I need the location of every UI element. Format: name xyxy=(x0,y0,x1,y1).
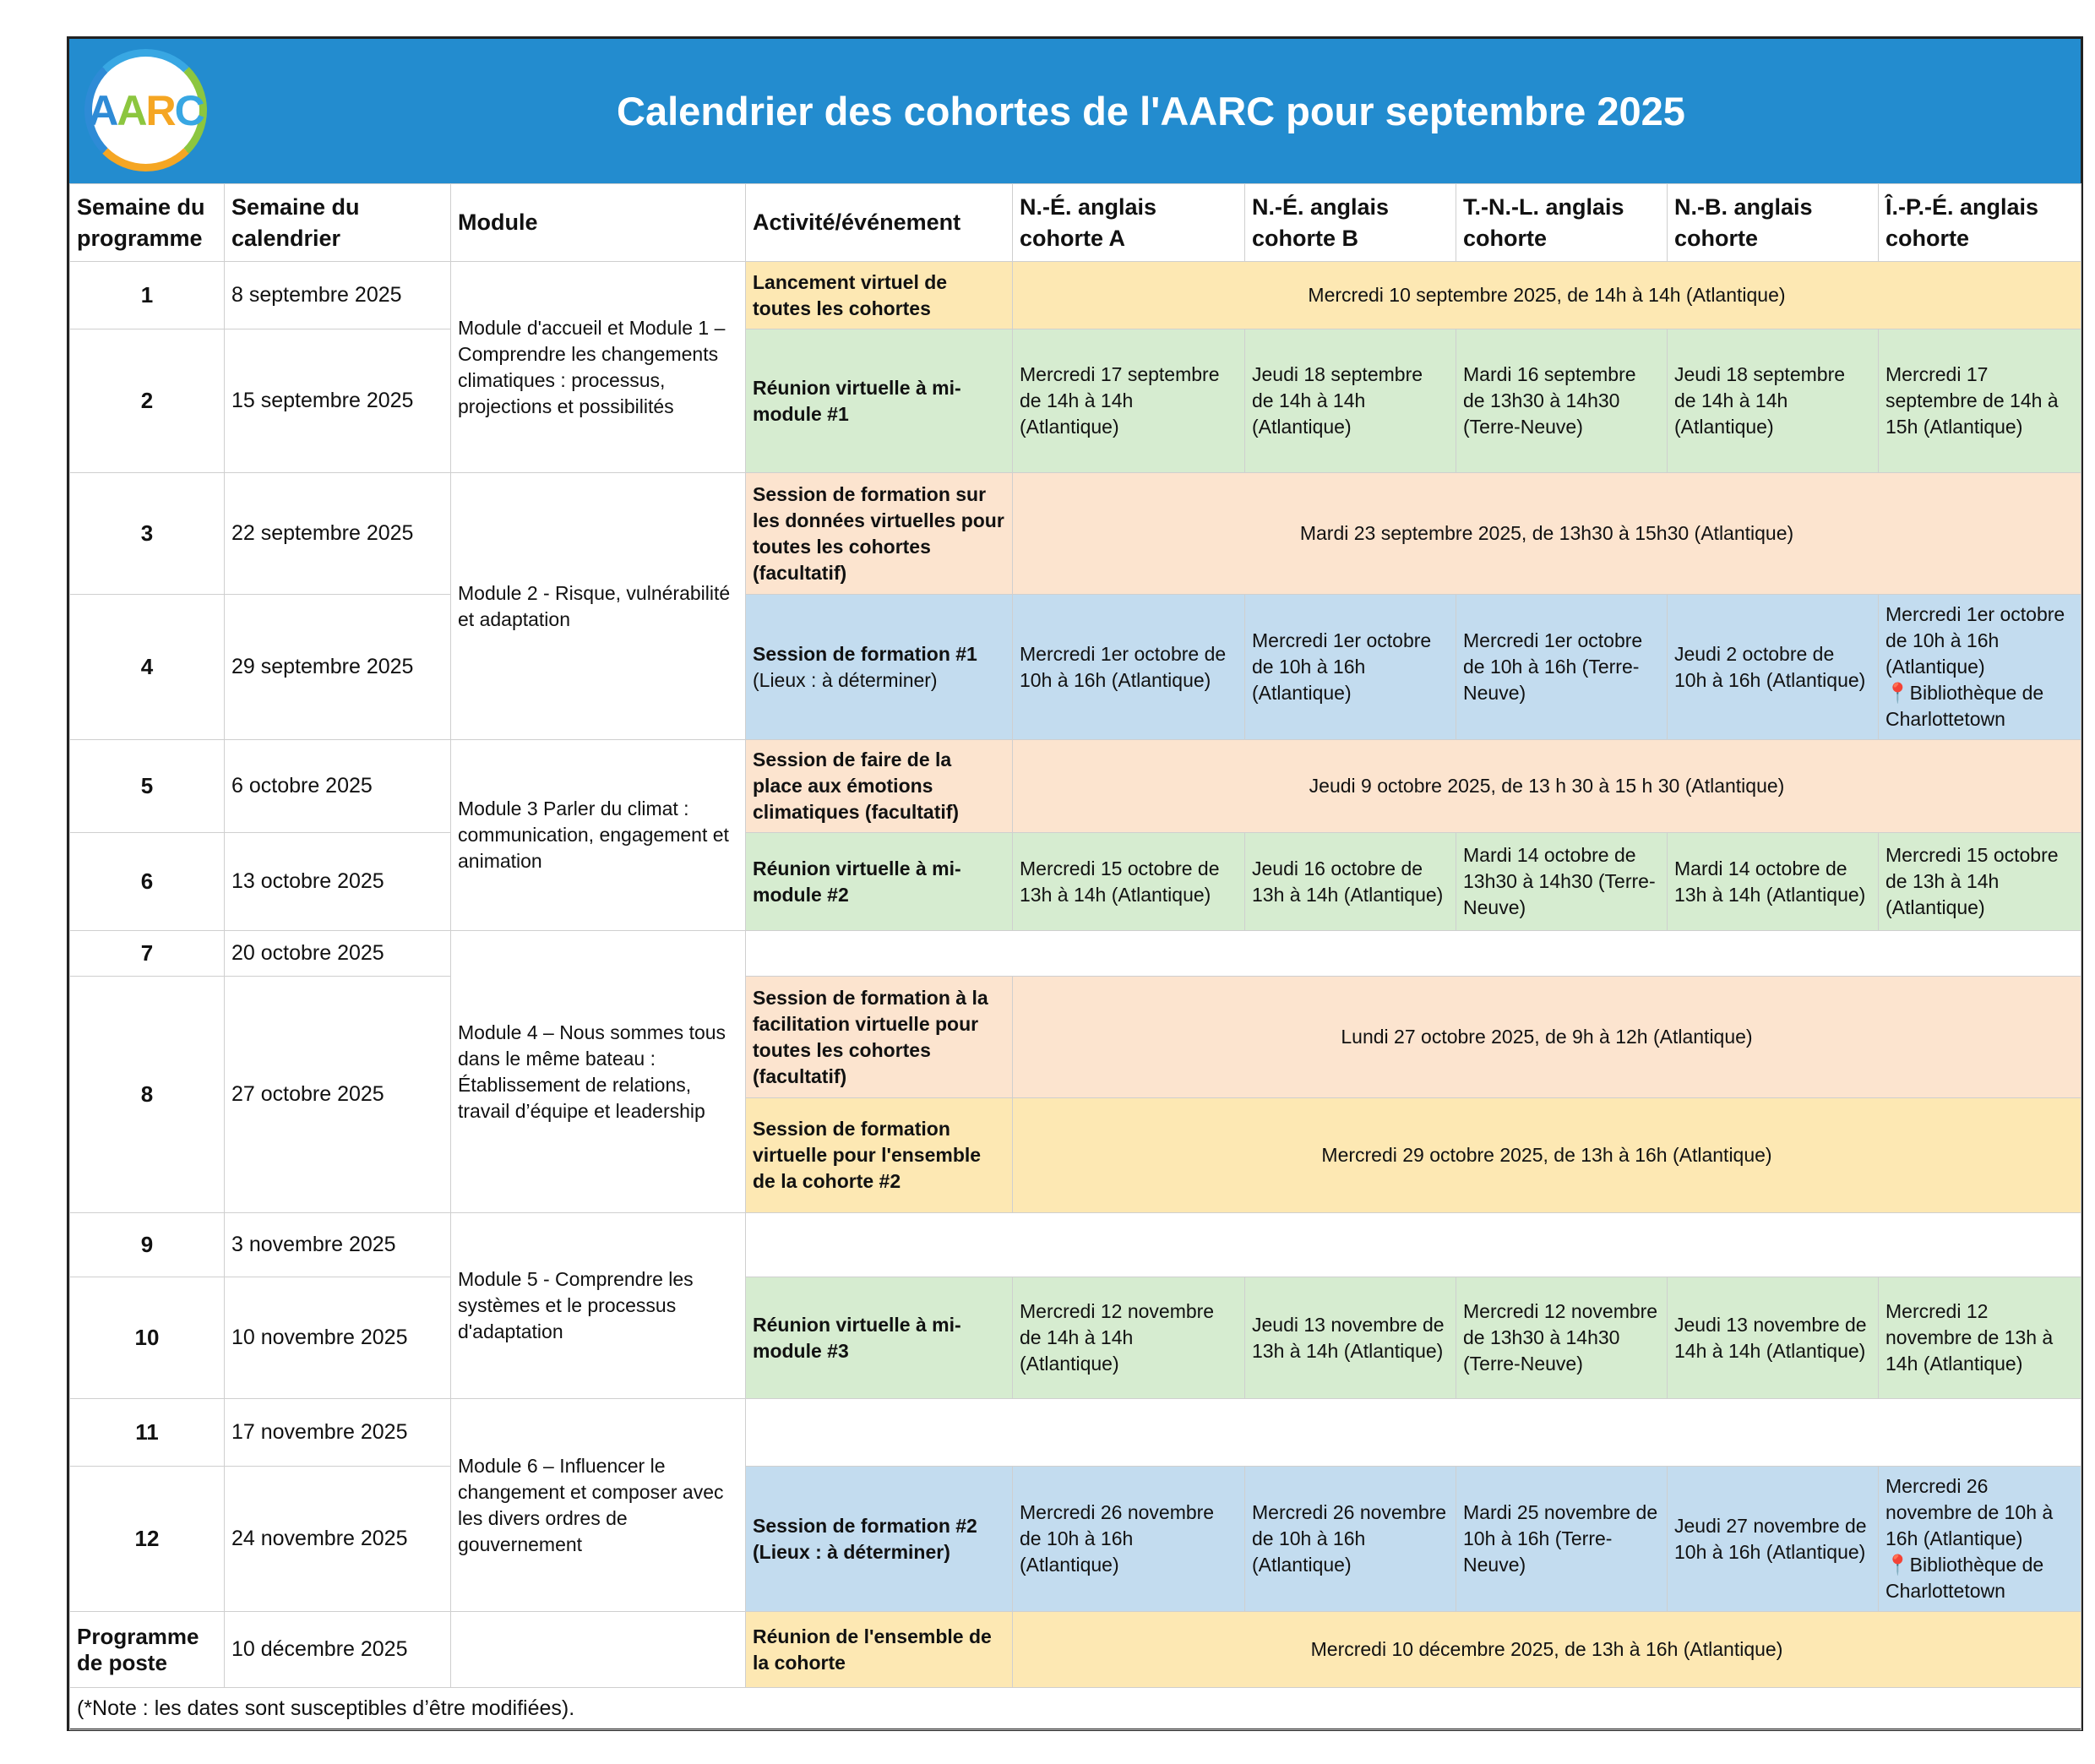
header-row xyxy=(70,184,2081,262)
activity-label: Session de faire de la place aux émotions climatiques (facultatif) xyxy=(746,740,1013,833)
module-cell-empty xyxy=(451,1612,746,1688)
activity-label: Session de formation #2 (Lieux : à déterminer) xyxy=(746,1467,1013,1612)
location-pin-icon: 📍 xyxy=(1886,1554,1910,1576)
table-row xyxy=(70,931,2081,977)
calendar-week: 22 septembre 2025 xyxy=(225,473,451,595)
footnote: (*Note : les dates sont susceptibles d’être modifiées). xyxy=(70,1688,2081,1730)
aarc-logo xyxy=(84,49,207,172)
table-row xyxy=(70,1612,2081,1688)
empty-row-cell xyxy=(746,1399,2081,1467)
program-week: 4 xyxy=(70,595,225,740)
cohort-event: Mardi 14 octobre de 13h à 14h (Atlantique) xyxy=(1668,833,1879,931)
calendar-week: 6 octobre 2025 xyxy=(225,740,451,833)
schedule-frame xyxy=(67,36,2083,1731)
all-cohorts-event: Mercredi 29 octobre 2025, de 13h à 16h (Atlantique) xyxy=(1013,1098,2081,1213)
table-row xyxy=(70,1277,2081,1399)
cohort-event: Jeudi 18 septembre de 14h à 14h (Atlantique) xyxy=(1668,329,1879,473)
cohort-event: Mercredi 15 octobre de 13h à 14h (Atlantique) xyxy=(1013,833,1245,931)
cohort-event: Mercredi 1er octobre de 10h à 16h (Terre-Neuve) xyxy=(1456,595,1668,740)
module-cell: Module d'accueil et Module 1 – Comprendre les changements climatiques : processus, projections et possibilités xyxy=(451,262,746,473)
calendar-week: 20 octobre 2025 xyxy=(225,931,451,977)
activity-label: Session de formation virtuelle pour l'ensemble de la cohorte #2 xyxy=(746,1098,1013,1213)
col-header-calendar-week: Semaine du calendrier xyxy=(225,184,451,262)
program-week: Programme de poste xyxy=(70,1612,225,1688)
cohort-event: Mercredi 1er octobre de 10h à 16h (Atlantique) xyxy=(1013,595,1245,740)
cohort-event: Jeudi 27 novembre de 10h à 16h (Atlantique) xyxy=(1668,1467,1879,1612)
col-header-ns-a: N.-É. anglais cohorte A xyxy=(1013,184,1245,262)
module-cell: Module 5 - Comprendre les systèmes et le processus d'adaptation xyxy=(451,1213,746,1399)
activity-location: (Lieux : à déterminer) xyxy=(753,668,938,691)
table-row xyxy=(70,262,2081,329)
program-week: 10 xyxy=(70,1277,225,1399)
module-cell: Module 6 – Influencer le changement et composer avec les divers ordres de gouvernement xyxy=(451,1399,746,1612)
program-week: 2 xyxy=(70,329,225,473)
event-text: Mercredi 1er octobre de 10h à 16h (Atlantique) xyxy=(1886,603,2065,678)
cohort-event: Mercredi 12 novembre de 14h à 14h (Atlantique) xyxy=(1013,1277,1245,1399)
cohort-event: Mercredi 15 octobre de 13h à 14h (Atlantique) xyxy=(1879,833,2081,931)
program-week: 5 xyxy=(70,740,225,833)
table-row xyxy=(70,1213,2081,1277)
table-row xyxy=(70,1467,2081,1612)
cohort-event: Jeudi 2 octobre de 10h à 16h (Atlantique) xyxy=(1668,595,1879,740)
all-cohorts-event: Mardi 23 septembre 2025, de 13h30 à 15h30 (Atlantique) xyxy=(1013,473,2081,595)
cohort-event: Mardi 14 octobre de 13h30 à 14h30 (Terre-Neuve) xyxy=(1456,833,1668,931)
table-row xyxy=(70,977,2081,1098)
calendar-week: 8 septembre 2025 xyxy=(225,262,451,329)
calendar-week: 15 septembre 2025 xyxy=(225,329,451,473)
table-row xyxy=(70,473,2081,595)
program-week: 1 xyxy=(70,262,225,329)
cohort-event: Mercredi 17 septembre de 14h à 14h (Atlantique) xyxy=(1013,329,1245,473)
table-row xyxy=(70,329,2081,473)
calendar-week: 24 novembre 2025 xyxy=(225,1467,451,1612)
cohort-event: Mardi 16 septembre de 13h30 à 14h30 (Terre-Neuve) xyxy=(1456,329,1668,473)
module-cell: Module 4 – Nous sommes tous dans le même bateau : Établissement de relations, travail d’équipe et leadership xyxy=(451,931,746,1213)
table-row xyxy=(70,1399,2081,1467)
location-text: Bibliothèque de Charlottetown xyxy=(1886,1554,2044,1602)
program-week: 7 xyxy=(70,931,225,977)
program-week: 3 xyxy=(70,473,225,595)
location-pin-icon: 📍 xyxy=(1886,682,1910,704)
activity-label: Lancement virtuel de toutes les cohortes xyxy=(746,262,1013,329)
event-text: Mercredi 26 novembre de 10h à 16h (Atlantique) xyxy=(1886,1475,2054,1549)
cohort-event: Mercredi 1er octobre de 10h à 16h (Atlantique) xyxy=(1245,595,1456,740)
module-cell: Module 2 - Risque, vulnérabilité et adaptation xyxy=(451,473,746,740)
cohort-event xyxy=(1879,595,2081,740)
all-cohorts-event: Lundi 27 octobre 2025, de 9h à 12h (Atlantique) xyxy=(1013,977,2081,1098)
cohort-event: Mercredi 17 septembre de 14h à 15h (Atlantique) xyxy=(1879,329,2081,473)
program-week: 6 xyxy=(70,833,225,931)
col-header-program-week: Semaine du programme xyxy=(70,184,225,262)
cohort-event: Jeudi 16 octobre de 13h à 14h (Atlantique) xyxy=(1245,833,1456,931)
calendar-week: 10 novembre 2025 xyxy=(225,1277,451,1399)
table-row xyxy=(70,833,2081,931)
activity-label xyxy=(746,595,1013,740)
all-cohorts-event: Mercredi 10 décembre 2025, de 13h à 16h (Atlantique) xyxy=(1013,1612,2081,1688)
activity-label: Réunion virtuelle à mi-module #2 xyxy=(746,833,1013,931)
empty-row-cell xyxy=(746,1213,2081,1277)
calendar-week: 3 novembre 2025 xyxy=(225,1213,451,1277)
calendar-week: 27 octobre 2025 xyxy=(225,977,451,1213)
activity-label: Session de formation à la facilitation virtuelle pour toutes les cohortes (facultatif) xyxy=(746,977,1013,1098)
cohort-event: Jeudi 13 novembre de 13h à 14h (Atlantique) xyxy=(1245,1277,1456,1399)
cohort-event: Jeudi 18 septembre de 14h à 14h (Atlantique) xyxy=(1245,329,1456,473)
col-header-pei: Î.-P.-É. anglais cohorte xyxy=(1879,184,2081,262)
all-cohorts-event: Jeudi 9 octobre 2025, de 13 h 30 à 15 h 30 (Atlantique) xyxy=(1013,740,2081,833)
cohort-event: Mardi 25 novembre de 10h à 16h (Terre-Neuve) xyxy=(1456,1467,1668,1612)
module-cell: Module 3 Parler du climat : communication, engagement et animation xyxy=(451,740,746,931)
col-header-ns-b: N.-É. anglais cohorte B xyxy=(1245,184,1456,262)
cohort-event: Mercredi 26 novembre de 10h à 16h (Atlantique) xyxy=(1013,1467,1245,1612)
all-cohorts-event: Mercredi 10 septembre 2025, de 14h à 14h (Atlantique) xyxy=(1013,262,2081,329)
activity-label: Session de formation sur les données virtuelles pour toutes les cohortes (facultatif) xyxy=(746,473,1013,595)
calendar-week: 29 septembre 2025 xyxy=(225,595,451,740)
activity-title: Session de formation #1 xyxy=(753,642,977,665)
calendar-week: 17 novembre 2025 xyxy=(225,1399,451,1467)
col-header-module: Module xyxy=(451,184,746,262)
cohort-event: Mercredi 12 novembre de 13h30 à 14h30 (Terre-Neuve) xyxy=(1456,1277,1668,1399)
cohort-event xyxy=(1879,1467,2081,1612)
table-row xyxy=(70,595,2081,740)
cohort-event: Mercredi 12 novembre de 13h à 14h (Atlantique) xyxy=(1879,1277,2081,1399)
activity-label: Réunion virtuelle à mi-module #1 xyxy=(746,329,1013,473)
aarc-logo-text: AARC xyxy=(88,86,204,134)
program-week: 12 xyxy=(70,1467,225,1612)
calendar-week: 13 octobre 2025 xyxy=(225,833,451,931)
empty-row-cell xyxy=(746,931,2081,977)
col-header-activity: Activité/événement xyxy=(746,184,1013,262)
calendar-week: 10 décembre 2025 xyxy=(225,1612,451,1688)
col-header-nb: N.-B. anglais cohorte xyxy=(1668,184,1879,262)
program-week: 9 xyxy=(70,1213,225,1277)
activity-label: Réunion de l'ensemble de la cohorte xyxy=(746,1612,1013,1688)
cohort-event: Mercredi 26 novembre de 10h à 16h (Atlantique) xyxy=(1245,1467,1456,1612)
table-row xyxy=(70,740,2081,833)
program-week: 11 xyxy=(70,1399,225,1467)
note-row xyxy=(70,1688,2081,1730)
program-week: 8 xyxy=(70,977,225,1213)
schedule-table xyxy=(69,183,2081,1730)
page-title: Calendrier des cohortes de l'AARC pour septembre 2025 xyxy=(617,89,1685,133)
location-text: Bibliothèque de Charlottetown xyxy=(1886,682,2044,730)
cohort-event: Jeudi 13 novembre de 14h à 14h (Atlantique) xyxy=(1668,1277,1879,1399)
activity-label: Réunion virtuelle à mi-module #3 xyxy=(746,1277,1013,1399)
col-header-nl: T.-N.-L. anglais cohorte xyxy=(1456,184,1668,262)
header-banner xyxy=(69,39,2081,183)
